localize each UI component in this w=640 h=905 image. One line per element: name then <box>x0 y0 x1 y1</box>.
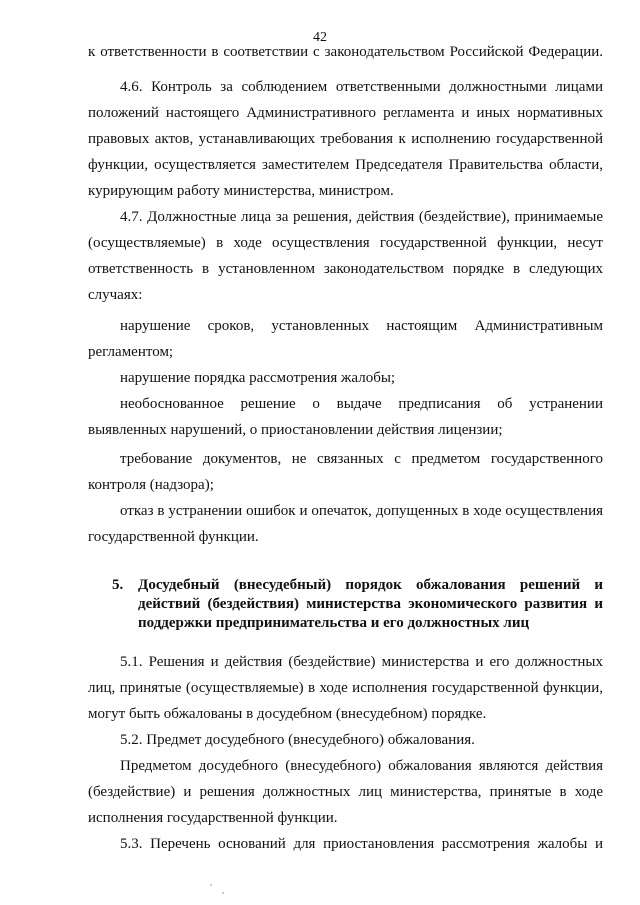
text-line: государственной функции. <box>88 529 259 545</box>
scan-speck <box>210 884 212 886</box>
scan-speck <box>222 892 224 894</box>
section-title: Досудебный (внесудебный) порядок обжалования решений и <box>138 577 603 593</box>
text-line: выявленных нарушений, о приостановлении действия лицензии; <box>88 422 503 438</box>
paragraph-5-1: 5.1. Решения и действия (бездействие) министерства и его должностных <box>120 654 603 670</box>
text-line: функции, осуществляется заместителем Председателя Правительства области, <box>88 157 603 173</box>
text-line: положений настоящего Административного регламента и иных нормативных <box>88 105 603 121</box>
paragraph-4-7: 4.7. Должностные лица за решения, действия (бездействие), принимаемые <box>120 209 603 225</box>
paragraph-5-2: 5.2. Предмет досудебного (внесудебного) обжалования. <box>120 732 475 748</box>
text-line: курирующим работу министерства, министром. <box>88 183 394 199</box>
paragraph-4-6: 4.6. Контроль за соблюдением ответственными должностными лицами <box>120 79 603 95</box>
list-item: нарушение сроков, установленных настоящим Административным <box>120 318 603 334</box>
text-line: ответственность в установленном законодательством порядке в следующих <box>88 261 603 277</box>
page-number: 42 <box>313 30 327 45</box>
paragraph-5-3: 5.3. Перечень оснований для приостановления рассмотрения жалобы и <box>120 836 603 852</box>
text-line: лиц, принятые (осуществляемые) в ходе исполнения государственной функции, <box>88 680 603 696</box>
text-line: могут быть обжалованы в досудебном (внесудебном) порядке. <box>88 706 487 722</box>
section-title: действий (бездействия) министерства экономического развития и <box>138 596 603 612</box>
text-line: Предметом досудебного (внесудебного) обжалования являются действия <box>120 758 603 774</box>
text-line: случаях: <box>88 287 143 303</box>
text-line: (осуществляемые) в ходе осуществления государственной функции, несут <box>88 235 603 251</box>
text-line: правовых актов, устанавливающих требования к исполнению государственной <box>88 131 603 147</box>
text-line: к ответственности в соответствии с законодательством Российской Федерации. <box>88 44 603 60</box>
list-item: нарушение порядка рассмотрения жалобы; <box>120 370 396 386</box>
section-number: 5. <box>112 577 124 593</box>
text-line: исполнения государственной функции. <box>88 810 338 826</box>
text-line: контроля (надзора); <box>88 477 214 493</box>
section-title: поддержки предпринимательства и его должностных лиц <box>138 615 530 631</box>
text-line: (бездействие) и решения должностных лиц министерства, принятые в ходе <box>88 784 603 800</box>
list-item: необоснованное решение о выдаче предписания об устранении <box>120 396 603 412</box>
list-item: отказ в устранении ошибок и опечаток, допущенных в ходе осуществления <box>120 503 603 519</box>
list-item: требование документов, не связанных с предметом государственного <box>120 451 603 467</box>
text-line: регламентом; <box>88 344 174 360</box>
